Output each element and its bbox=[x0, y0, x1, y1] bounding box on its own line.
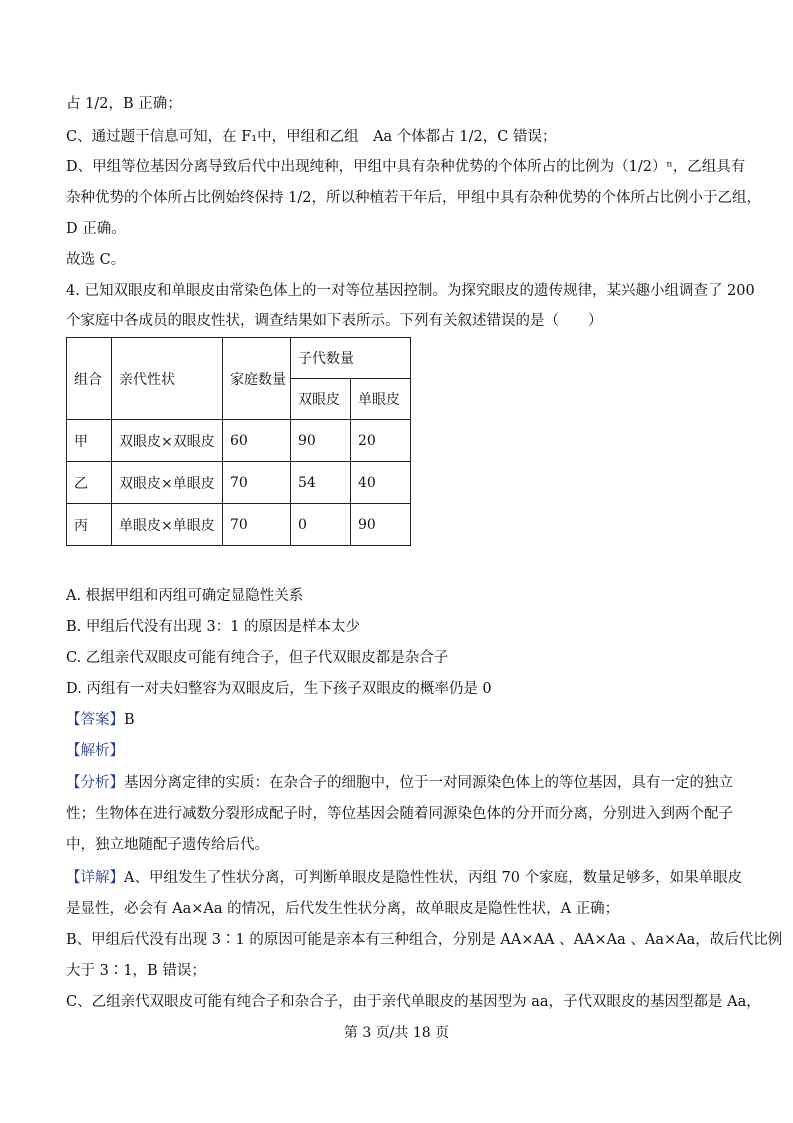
text-line: D、甲组等位基因分离导致后代中出现纯种，甲组中具有杂种优势的个体所占的比例为（1/2）ⁿ，乙组具有 bbox=[66, 159, 746, 175]
table-row bbox=[67, 504, 411, 546]
survey-table bbox=[66, 337, 411, 546]
option-a: A. 根据甲组和丙组可确定显隐性关系 bbox=[66, 588, 304, 604]
text-line: 大于 3∶1，B 错误； bbox=[66, 963, 206, 979]
text-line: 是显性，必会有 Aa×Aa 的情况，后代发生性状分离，故单眼皮是隐性性状，A 正确； bbox=[66, 901, 620, 917]
answer-line bbox=[66, 710, 135, 730]
text-line: C、乙组亲代双眼皮可能有纯合子和杂合子，由于亲代单眼皮的基因型为 aa，子代双眼皮的基因型都是 Aa， bbox=[66, 994, 761, 1010]
cell-group: 乙 bbox=[67, 462, 112, 504]
cell-parent: 单眼皮×单眼皮 bbox=[112, 504, 223, 546]
cell-family: 70 bbox=[223, 504, 291, 546]
header-family: 家庭数量 bbox=[223, 338, 291, 420]
cell-single: 40 bbox=[351, 462, 411, 504]
header-group: 组合 bbox=[67, 338, 112, 420]
option-c: C. 乙组亲代双眼皮可能有纯合子，但子代双眼皮都是杂合子 bbox=[66, 650, 449, 666]
question-stem: 4. 已知双眼皮和单眼皮由常染色体上的一对等位基因控制。为探究眼皮的遗传规律，某兴趣小组调查了 200 bbox=[66, 283, 755, 299]
analysis-line bbox=[66, 741, 124, 761]
text-line: 占 1/2，B 正确； bbox=[66, 96, 182, 112]
cell-parent: 双眼皮×双眼皮 bbox=[112, 420, 223, 462]
page-footer: 第 3 页/共 18 页 bbox=[343, 1025, 450, 1041]
header-parent: 亲代性状 bbox=[112, 338, 223, 420]
answer-value: B bbox=[124, 712, 135, 728]
header-double: 双眼皮 bbox=[291, 379, 351, 420]
text-line: C、通过题干信息可知，在 F₁中，甲组和乙组 Aa 个体都占 1/2，C 错误； bbox=[66, 129, 557, 145]
option-b: B. 甲组后代没有出现 3：1 的原因是样本太少 bbox=[66, 619, 361, 635]
cell-parent: 双眼皮×单眼皮 bbox=[112, 462, 223, 504]
cell-single: 90 bbox=[351, 504, 411, 546]
analysis-tag: 【解析】 bbox=[66, 743, 124, 759]
fenxi-tag: 【分析】 bbox=[66, 775, 124, 791]
text-line: 故选 C。 bbox=[66, 252, 126, 268]
answer-tag: 【答案】 bbox=[66, 712, 124, 728]
text-line: D 正确。 bbox=[66, 221, 126, 237]
text-line: 性；生物体在进行减数分裂形成配子时，等位基因会随着同源染色体的分开而分离，分别进入到两个配子 bbox=[66, 806, 733, 822]
fenxi-text: 基因分离定律的实质：在杂合子的细胞中，位于一对同源染色体上的等位基因，具有一定的独立 bbox=[124, 775, 733, 791]
header-single: 单眼皮 bbox=[351, 379, 411, 420]
xiangjie-tag: 【详解】 bbox=[66, 870, 124, 886]
cell-group: 甲 bbox=[67, 420, 112, 462]
text-line: 杂种优势的个体所占比例始终保持 1/2，所以种植若干年后，甲组中具有杂种优势的个体所占比例小于乙组， bbox=[66, 190, 761, 206]
xiangjie-text: A、甲组发生了性状分离，可判断单眼皮是隐性性状，丙组 70 个家庭，数量足够多，如果单眼皮 bbox=[124, 870, 743, 886]
cell-double: 0 bbox=[291, 504, 351, 546]
table-row bbox=[67, 420, 411, 462]
header-offspring: 子代数量 bbox=[291, 338, 411, 379]
cell-single: 20 bbox=[351, 420, 411, 462]
cell-group: 丙 bbox=[67, 504, 112, 546]
cell-family: 70 bbox=[223, 462, 291, 504]
text-line: B、甲组后代没有出现 3∶1 的原因可能是亲本有三种组合，分别是 AA×AA 、AA×Aa 、Aa×Aa，故后代比例 bbox=[66, 932, 783, 948]
xiangjie-line bbox=[66, 868, 743, 888]
cell-family: 60 bbox=[223, 420, 291, 462]
fenxi-line bbox=[66, 773, 733, 793]
text-line: 中，独立地随配子遗传给后代。 bbox=[66, 837, 269, 853]
option-d: D. 丙组有一对夫妇整容为双眼皮后，生下孩子双眼皮的概率仍是 0 bbox=[66, 681, 492, 697]
cell-double: 54 bbox=[291, 462, 351, 504]
table-row bbox=[67, 462, 411, 504]
cell-double: 90 bbox=[291, 420, 351, 462]
question-stem: 个家庭中各成员的眼皮性状，调查结果如下表所示。下列有关叙述错误的是（ ） bbox=[66, 313, 603, 329]
